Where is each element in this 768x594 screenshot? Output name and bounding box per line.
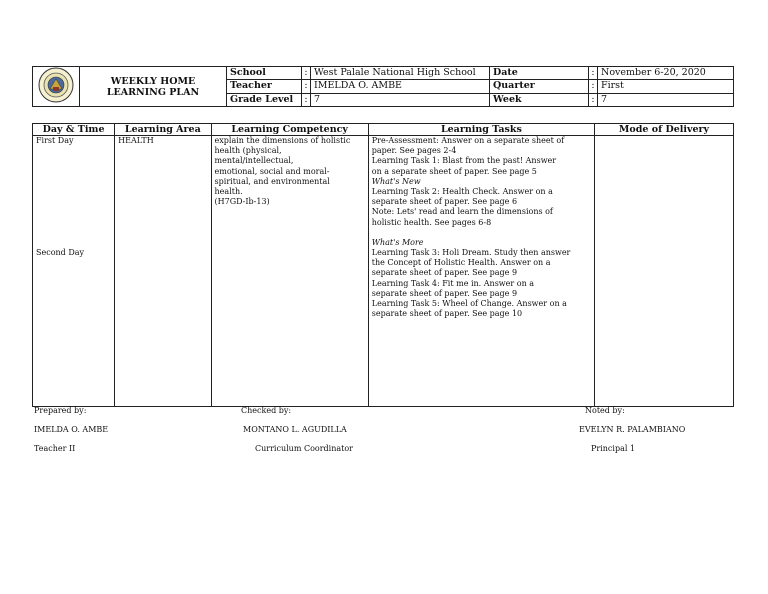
quarter-label: Quarter (490, 80, 589, 93)
quarter-value: First (598, 80, 734, 93)
colon: : (589, 80, 598, 93)
whats-more-heading: What's More (371, 237, 424, 247)
competency-text: explain the dimensions of holistic health (physical, mental/intellectual, emotional, social and moral- spiritual, and environmental health. (H7GD-Ib-13) (214, 136, 351, 207)
mode-of-delivery-cell (594, 136, 733, 407)
prepared-label: Prepared by: (34, 406, 87, 415)
plan-title-line1: WEEKLY HOME (110, 75, 196, 87)
week-label: Week (490, 93, 589, 106)
table-row (33, 136, 734, 407)
grade-label: Grade Level (227, 93, 302, 106)
teacher-label: Teacher (227, 80, 302, 93)
tasks-part3: Learning Task 3: Holi Dream. Study then answer the Concept of Holistic Health. Answer on a separate sheet of paper. See page 9 Learning Task 4: Fit me in. Answer on a separate sheet of paper. See page 9 Learning Task 5: Wheel of Change. Answer on a separate sheet of paper. See page 10 (371, 248, 571, 319)
header-day-time: Day & Time (33, 124, 115, 136)
day-second: Second Day (36, 248, 85, 258)
colon: : (589, 93, 598, 106)
tasks-part2: Learning Task 2: Health Check. Answer on a separate sheet of paper. See page 6 Note: Lets' read and learn the dimensions of holistic health. See pages 6-8 (371, 187, 553, 227)
date-value: November 6-20, 2020 (598, 67, 734, 80)
noted-name: EVELYN R. PALAMBIANO (579, 425, 686, 434)
checked-title: Curriculum Coordinator (255, 444, 353, 453)
colon: : (302, 80, 311, 93)
checked-label: Checked by: (241, 406, 292, 415)
plan-title (80, 67, 227, 107)
date-label: Date (490, 67, 589, 80)
tasks-part1: Pre-Assessment: Answer on a separate sheet of paper. See pages 2-4 Learning Task 1: Blast from the past! Answer on a separate sheet of paper. See page 5 (371, 136, 565, 176)
grade-value: 7 (311, 93, 490, 106)
plan-title-line2: LEARNING PLAN (106, 86, 200, 98)
colon: : (302, 93, 311, 106)
day-first: First Day (36, 136, 74, 145)
day-cell (33, 136, 115, 407)
header-mode-of-delivery: Mode of Delivery (594, 124, 733, 136)
colon: : (302, 67, 311, 80)
prepared-title: Teacher II (34, 444, 76, 453)
teacher-value: IMELDA O. AMBE (311, 80, 490, 93)
learning-area-cell: HEALTH (115, 136, 211, 407)
school-value: West Palale National High School (311, 67, 490, 80)
noted-label: Noted by: (585, 406, 625, 415)
whats-new-heading: What's New (371, 176, 421, 186)
competency-cell (211, 136, 368, 407)
noted-title: Principal 1 (591, 444, 636, 453)
colon: : (589, 67, 598, 80)
header-learning-tasks: Learning Tasks (368, 124, 594, 136)
school-label: School (227, 67, 302, 80)
school-seal-icon (38, 67, 74, 103)
header-table (32, 66, 734, 107)
school-logo (33, 67, 80, 107)
learning-plan-table (32, 123, 734, 407)
table-header-row (33, 124, 734, 136)
week-value: 7 (598, 93, 734, 106)
prepared-name: IMELDA O. AMBE (34, 425, 109, 434)
header-learning-competency: Learning Competency (211, 124, 368, 136)
checked-name: MONTANO L. AGUDILLA (243, 425, 347, 434)
tasks-cell (368, 136, 594, 407)
header-learning-area: Learning Area (115, 124, 211, 136)
